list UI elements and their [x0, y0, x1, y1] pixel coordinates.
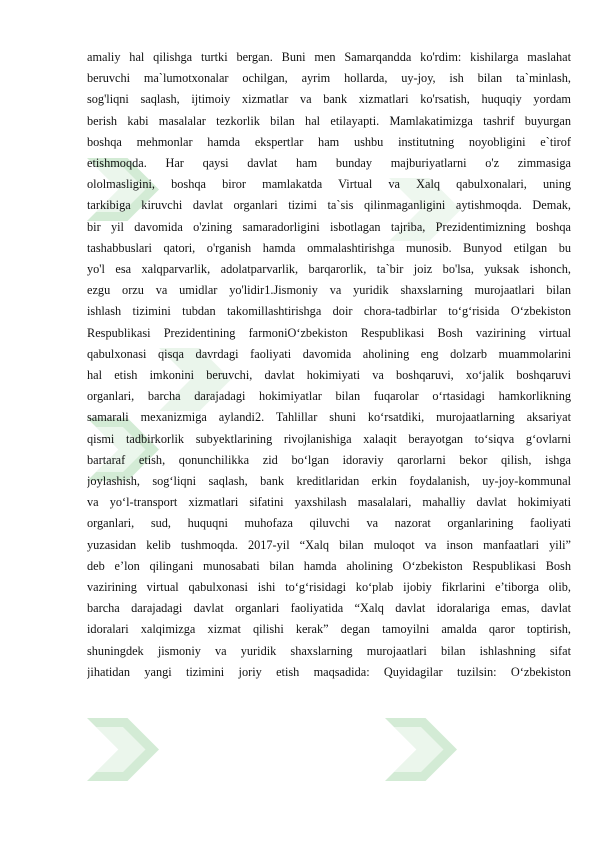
- text-line: vazirining virtual qabulxonasi ishi to‘g‘risidagi ko‘plab ijobiy fikrlarini e’tiborga olib,: [87, 580, 571, 595]
- text-line: organlari, sud, huquqni muhofaza qiluvchi va nazorat organlarining faoliyati: [87, 516, 571, 531]
- watermark-logo-icon: [376, 700, 466, 790]
- text-line: jihatidan yangi tizimini joriy etish maqsadida: Quyidagilar tuzilsin: O‘zbekiston: [87, 664, 571, 679]
- text-line: boshqa mehmonlar hamda ekspertlar ham ushbu institutning noyobligini e`tirof: [87, 134, 571, 149]
- text-line: yo'l esa xalqparvarlik, adolatparvarlik, barqarorlik, ta`bir joiz bo'lsa, yuksak ishonch,: [87, 262, 571, 277]
- text-line: samarali mexanizmiga aylandi2. Tahlillar shuni ko‘rsatdiki, murojaatlarning aksariyat: [87, 410, 571, 425]
- text-line: etishmoqda. Har qaysi davlat ham bunday majburiyatlarni o'z zimmasiga: [87, 156, 571, 171]
- text-line: idoralari xalqimizga xizmat qilishi kerak” degan tamoyilni amalda qaror toptirish,: [87, 622, 571, 637]
- text-line: bir yil davomida o'zining samaradorligini isbotlagan tajriba, Prezidentimizning boshqa: [87, 219, 571, 234]
- text-line: hal etish imkonini beruvchi, davlat hokimiyati va boshqaruvi, xo‘jalik boshqaruvi: [87, 368, 571, 383]
- text-line: ololmasligini, boshqa biror mamlakatda Virtual va Xalq qabulxonalari, uning: [87, 177, 571, 192]
- body-text: [87, 47, 571, 683]
- text-line: organlari, barcha darajadagi hokimiyatlar bilan fuqarolar o‘rtasidagi hamkorlikning: [87, 389, 571, 404]
- text-line: berish kabi masalalar tezkorlik bilan hal etilayapti. Mamlakatimizga tashrif buyurgan: [87, 113, 571, 128]
- text-line: deb e’lon qilingani munosabati bilan hamda aholining O‘zbekiston Respublikasi Bosh: [87, 558, 571, 573]
- text-line: Respublikasi Prezidentining farmoniO‘zbekiston Respublikasi Bosh vazirining virtual: [87, 325, 571, 340]
- text-line: tarkibiga kiruvchi davlat organlari tizimi ta`sis qilinmaganligini aytishmoqda. Demak,: [87, 198, 571, 213]
- text-line: barcha darajadagi davlat organlari faoliyatida “Xalq davlat idoralariga emas, davlat: [87, 601, 571, 616]
- text-line: yuzasidan kelib tushmoqda. 2017-yil “Xalq bilan muloqot va inson manfaatlari yili”: [87, 537, 571, 552]
- text-line: joylashish, sog‘liqni saqlash, bank kreditlaridan erkin foydalanish, uy-joy-kommunal: [87, 474, 571, 489]
- text-line: shuningdek jismoniy va yuridik shaxslarning murojaatlari bilan ishlashning sifat: [87, 643, 571, 658]
- text-line: qismi tadbirkorlik subyektlarining rivojlanishiga xalaqit berayotgan to‘siqva g‘ovlarni: [87, 431, 571, 446]
- text-line: va yo‘l-transport xizmatlari sifatini yaxshilash masalalari, mahalliy davlat hokimiyati: [87, 495, 571, 510]
- watermark-logo-icon: [78, 700, 168, 790]
- text-line: sog'liqni saqlash, ijtimoiy xizmatlar va bank xizmatlari ko'rsatish, huquqiy yordam: [87, 92, 571, 107]
- text-line: beruvchi ma`lumotxonalar ochilgan, ayrim hollarda, uy-joy, ish bilan ta`minlash,: [87, 71, 571, 86]
- text-line: qabulxonasi qisqa davrdagi faoliyati davomida aholining eng dolzarb muammolarini: [87, 346, 571, 361]
- text-line: ishlash tizimini tubdan takomillashtirishga doir chora-tadbirlar to‘g‘risida O‘zbekiston: [87, 304, 571, 319]
- text-line: bartaraf etish, qonunchilikka zid bo‘lgan idoraviy qarorlarni bekor qilish, ishga: [87, 452, 571, 467]
- text-line: amaliy hal qilishga turtki bergan. Buni men Samarqandda ko'rdim: kishilarga maslahat: [87, 50, 571, 64]
- text-line: tashabbuslari qatori, o'rganish hamda ommalashtirishga munosib. Bunyod etilgan bu: [87, 240, 571, 255]
- text-line: ezgu orzu va umidlar yo'lidir1.Jismoniy va yuridik shaxslarning murojaatlari bilan: [87, 283, 571, 298]
